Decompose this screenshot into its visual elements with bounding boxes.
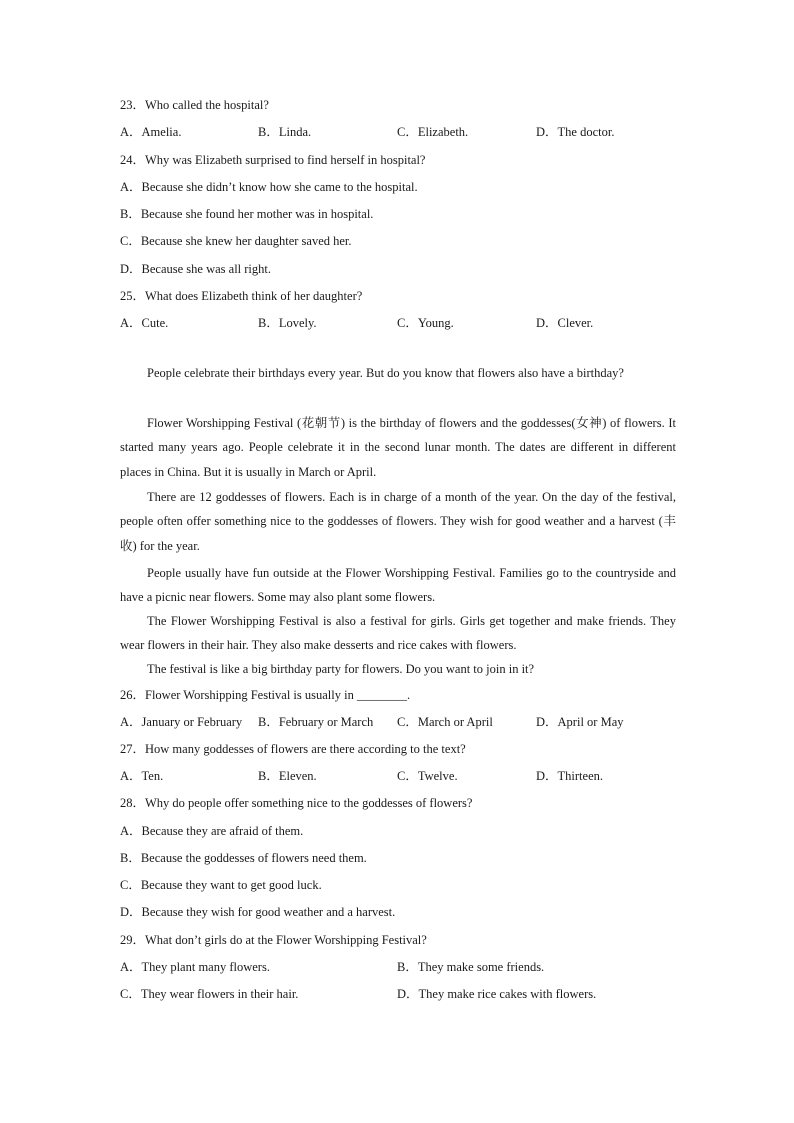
question-28-option-d: D．Because they wish for good weather and a harvest. xyxy=(120,905,396,919)
question-28-option-c: C．Because they want to get good luck. xyxy=(120,878,322,892)
question-29-option-a: A．They plant many flowers. xyxy=(120,960,270,974)
question-28-stem: 28．Why do people offer something nice to the goddesses of flowers? xyxy=(120,796,473,810)
question-23-option-a: A．Amelia. xyxy=(120,125,182,139)
passage-paragraph-5: The Flower Worshipping Festival is also a festival for girls. Girls get together and make friends. They wear flowers in their hair. They also make desserts and rice cakes with flowers. xyxy=(120,614,676,652)
question-23-option-b: B．Linda. xyxy=(258,125,312,139)
passage-paragraph-4: People usually have fun outside at the Flower Worshipping Festival. Families go to the countryside and have a picnic near flowers. Some may also plant some flowers. xyxy=(120,566,676,604)
question-24-option-a: A．Because she didn’t know how she came to the hospital. xyxy=(120,180,418,194)
question-26-option-d: D．April or May xyxy=(536,715,624,729)
question-25-option-d: D．Clever. xyxy=(536,316,594,330)
question-29-option-d: D．They make rice cakes with flowers. xyxy=(397,987,597,1001)
question-24-option-c: C．Because she knew her daughter saved her. xyxy=(120,234,352,248)
question-27-option-c: C．Twelve. xyxy=(397,769,458,783)
question-23-stem: 23．Who called the hospital? xyxy=(120,98,269,112)
question-27-option-b: B．Eleven. xyxy=(258,769,317,783)
question-26-option-c: C．March or April xyxy=(397,715,493,729)
question-23-option-d: D．The doctor. xyxy=(536,125,615,139)
question-25-stem: 25．What does Elizabeth think of her daughter? xyxy=(120,289,363,303)
passage-paragraph-2: Flower Worshipping Festival (花朝节) is the birthday of flowers and the goddesses(女神) of flowers. It started many years ago. People celebrate it in the second lunar month. The dates are different in different places in China. But it is usually in March or April. xyxy=(120,416,676,479)
question-26-option-a: A．January or February xyxy=(120,715,243,729)
question-25-option-c: C．Young. xyxy=(397,316,454,330)
question-26-stem: 26．Flower Worshipping Festival is usually in ________. xyxy=(120,688,411,702)
question-26-option-b: B．February or March xyxy=(258,715,374,729)
question-28-option-a: A．Because they are afraid of them. xyxy=(120,824,304,838)
question-29-option-b: B．They make some friends. xyxy=(397,960,545,974)
question-29-option-c: C．They wear flowers in their hair. xyxy=(120,987,299,1001)
question-27-stem: 27．How many goddesses of flowers are there according to the text? xyxy=(120,742,466,756)
passage-paragraph-6: The festival is like a big birthday party for flowers. Do you want to join in it? xyxy=(147,662,535,676)
question-23-option-c: C．Elizabeth. xyxy=(397,125,469,139)
question-27-option-a: A．Ten. xyxy=(120,769,164,783)
question-29-stem: 29．What don’t girls do at the Flower Worshipping Festival? xyxy=(120,933,427,947)
question-25-option-a: A．Cute. xyxy=(120,316,169,330)
passage-paragraph-3: There are 12 goddesses of flowers. Each is in charge of a month of the year. On the day of the festival, people often offer something nice to the goddesses of flowers. They wish for good weather and a harvest (丰收) for the year. xyxy=(120,490,676,553)
question-28-option-b: B．Because the goddesses of flowers need them. xyxy=(120,851,367,865)
question-24-stem: 24．Why was Elizabeth surprised to find herself in hospital? xyxy=(120,153,426,167)
question-24-option-d: D．Because she was all right. xyxy=(120,262,272,276)
question-27-option-d: D．Thirteen. xyxy=(536,769,603,783)
question-25-option-b: B．Lovely. xyxy=(258,316,317,330)
passage-paragraph-1: People celebrate their birthdays every year. But do you know that flowers also have a birthday? xyxy=(147,366,624,380)
question-24-option-b: B．Because she found her mother was in hospital. xyxy=(120,207,374,221)
